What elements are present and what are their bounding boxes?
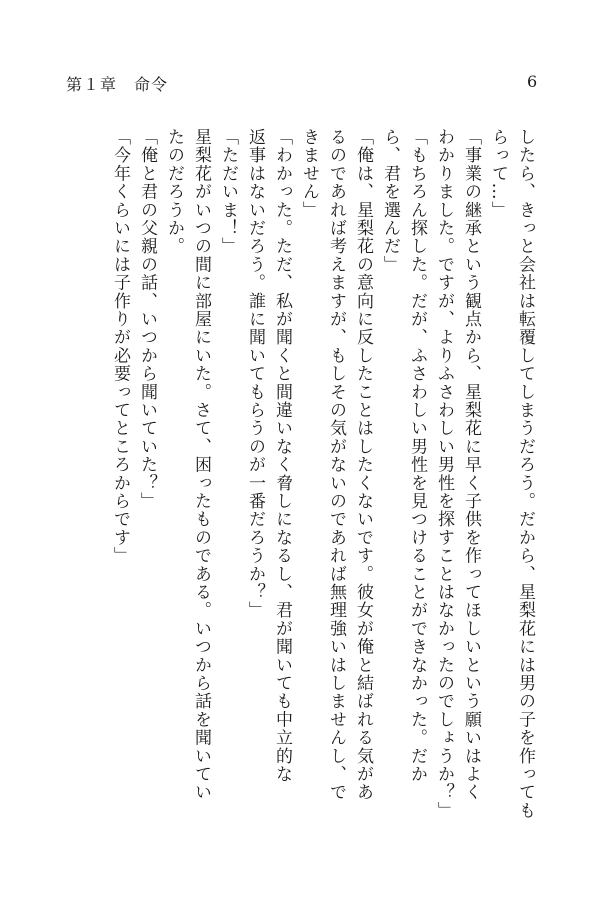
- text-line: るのであれば考えますが、もしその気がないのであれば無理強いはしませんし、で: [326, 128, 346, 802]
- text-line: わかりました。ですが、よりふさわしい男性を探すことはなかったのでしょうか？」: [434, 128, 454, 820]
- text-line: 「事業の継承という観点から、星梨花に早く子供を作ってほしいという願いはよく: [461, 128, 481, 802]
- text-line: したら、きっと会社は転覆してしまうだろう。だから、星梨花には男の子を作っても: [515, 128, 535, 820]
- text-line: ら、君を選んだ」: [380, 128, 400, 274]
- page-number: 6: [527, 72, 538, 91]
- text-line: 返事はないだろう。誰に聞いてもらうのが一番だろうか？」: [245, 128, 265, 620]
- text-line: 「わかった。ただ、私が聞くと間違いなく脅しになるし、君が聞いても中立的な: [272, 128, 292, 784]
- text-line: きません」: [299, 128, 319, 219]
- chapter-title: 第１章 命令: [66, 75, 169, 94]
- text-line: 「ただいま！」: [218, 128, 238, 256]
- text-line: らって…」: [488, 128, 508, 219]
- text-line: 「俺と君の父親の話、いつから聞いていた？」: [137, 128, 157, 511]
- body-text: [68, 128, 538, 828]
- text-line: たのだろうか。: [164, 128, 184, 256]
- text-line: 星梨花がいつの間に部屋にいた。さて、困ったものである。いつから話を聞いてい: [191, 128, 211, 802]
- text-line: 「もちろん探した。だが、ふさわしい男性を見つけることができなかった。だか: [407, 128, 427, 784]
- text-line: 「今年くらいには子作りが必要ってところからです」: [110, 128, 130, 565]
- text-line: 「俺は、星梨花の意向に反したことはしたくないです。彼女が俺と結ばれる気があ: [353, 128, 373, 802]
